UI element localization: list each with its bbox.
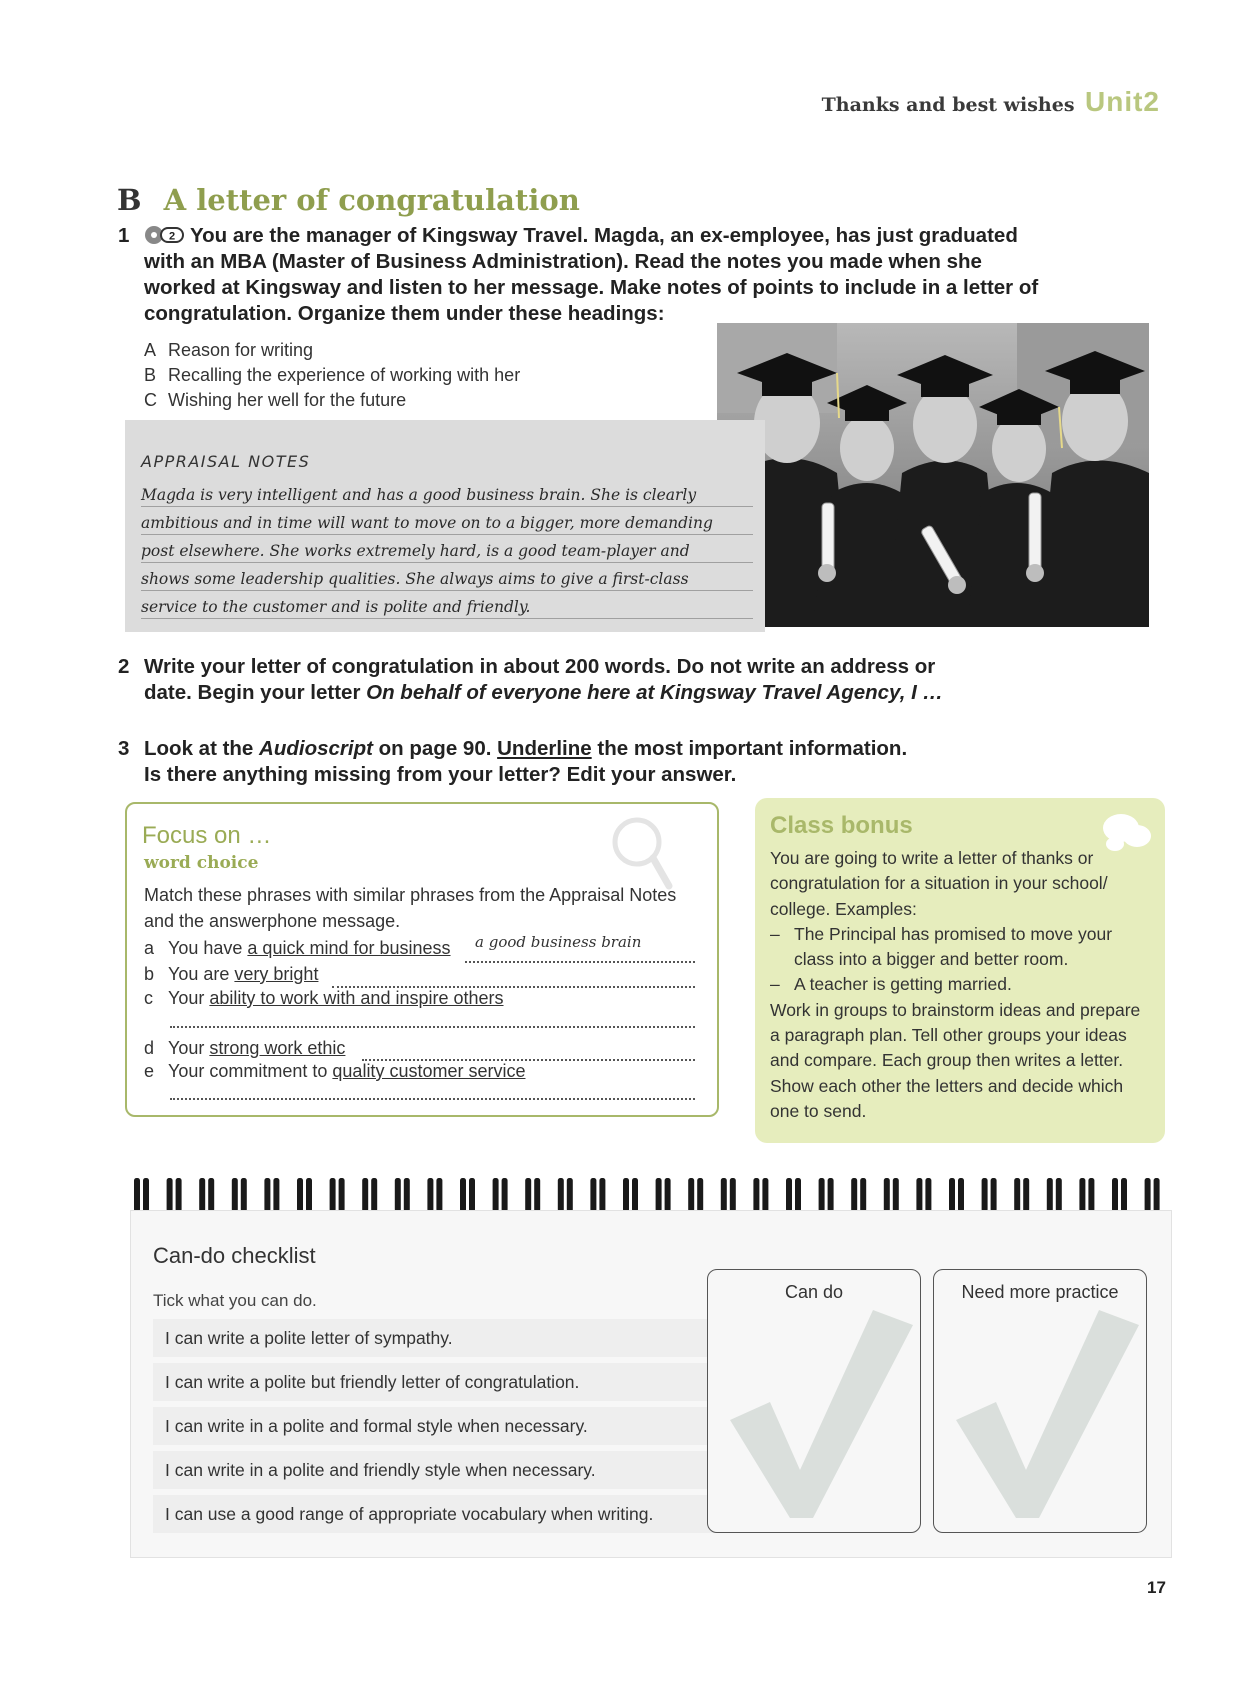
audioscript-ref: Audioscript	[259, 737, 373, 760]
task-1	[118, 223, 1098, 327]
task2-line-1: Write your letter of congratulation in about 200 words. Do not write an address or	[144, 655, 936, 678]
spiral-ring	[1112, 1178, 1127, 1212]
bonus-example-cont: class into a bigger and better room.	[794, 949, 1069, 970]
appraisal-title: APPRAISAL NOTES	[141, 452, 311, 471]
spiral-ring	[819, 1178, 834, 1212]
task1-line-1: You are the manager of Kingsway Travel. Magda, an ex-employee, has just graduated	[190, 224, 1018, 247]
task-3	[118, 736, 1098, 788]
list-item: e Your commitment to quality customer service	[144, 1061, 526, 1081]
spiral-ring	[623, 1178, 638, 1212]
graduation-photo	[717, 323, 1149, 627]
spiral-ring	[1047, 1178, 1062, 1212]
spiral-ring	[884, 1178, 899, 1212]
task-number: 1	[118, 224, 130, 247]
checklist-item: I can use a good range of appropriate vocabulary when writing.	[153, 1495, 833, 1533]
spiral-ring	[753, 1178, 768, 1212]
task2-line-2: date. Begin your letter	[144, 681, 367, 704]
spiral-ring	[786, 1178, 801, 1212]
focus-subtitle: word choice	[144, 853, 259, 873]
spiral-ring	[1079, 1178, 1094, 1212]
answer-line[interactable]	[170, 1026, 695, 1028]
spiral-ring	[851, 1178, 866, 1212]
unit-label: Unit2	[1085, 86, 1160, 117]
spiral-ring	[362, 1178, 377, 1212]
bonus-example: – The Principal has promised to move your	[770, 923, 1113, 944]
bonus-closing: Work in groups to brainstorm ideas and prepare a paragraph plan. Tell other groups your ideas and compare. Each group then writes a letter. Show each other the letters and decide which one to send.	[770, 999, 1141, 1121]
bonus-body	[770, 846, 1150, 1124]
spiral-ring	[721, 1178, 736, 1212]
spiral-ring	[232, 1178, 247, 1212]
list-item: c Your ability to work with and inspire others	[144, 988, 504, 1008]
task1-line-3: worked at Kingsway and listen to her message. Make notes of points to include in a letter of	[144, 276, 1039, 299]
section-title: A letter of congratulation	[163, 183, 580, 217]
spiral-ring	[982, 1178, 997, 1212]
focus-on-box	[125, 802, 719, 1117]
appraisal-notes	[125, 420, 765, 632]
spiral-ring	[427, 1178, 442, 1212]
can-do-label: Can do	[784, 1282, 844, 1302]
spiral-ring	[395, 1178, 410, 1212]
answer-line[interactable]	[465, 961, 695, 963]
magnifier-icon	[607, 812, 677, 892]
task1-line-2: with an MBA (Master of Business Administration). Read the notes you made when she	[144, 250, 982, 273]
appraisal-line: ambitious and in time will want to move on to a bigger, more demanding	[141, 514, 753, 535]
spiral-ring	[330, 1178, 345, 1212]
task1-line-4: congratulation. Organize them under these headings:	[144, 302, 665, 325]
list-item: a You have a quick mind for business	[144, 938, 451, 958]
checklist-item: I can write in a polite and formal style when necessary.	[153, 1407, 833, 1445]
list-item: d Your strong work ethic	[144, 1038, 346, 1058]
bonus-intro: You are going to write a letter of thanks or congratulation for a situation in your school/ college. Examples:	[770, 848, 1108, 919]
spiral-ring	[949, 1178, 964, 1212]
page-number: 17	[1147, 1578, 1166, 1597]
checkmark-icon	[934, 1270, 1146, 1532]
checklist-item: I can write a polite letter of sympathy.	[153, 1319, 833, 1357]
spiral-ring	[1014, 1178, 1029, 1212]
task3-line-2: Is there anything missing from your letter? Edit your answer.	[144, 763, 737, 786]
audio-cd-icon[interactable]	[144, 225, 184, 245]
checklist-instruction: Tick what you can do.	[153, 1291, 317, 1310]
headings-list	[144, 338, 744, 413]
running-header	[700, 86, 1160, 118]
checklist-item: I can write a polite but friendly letter of congratulation.	[153, 1363, 833, 1401]
task3-text: on page 90.	[372, 737, 498, 760]
task3-text: the most important information.	[591, 737, 908, 760]
list-item: B Recalling the experience of working with her	[144, 365, 521, 385]
spiral-ring	[1145, 1178, 1160, 1212]
spiral-ring	[167, 1178, 182, 1212]
appraisal-line: post elsewhere. She works extremely hard, is a good team-player and	[141, 542, 753, 563]
spiral-ring	[264, 1178, 279, 1212]
list-item: b You are very bright	[144, 964, 319, 984]
appraisal-line: service to the customer and is polite and friendly.	[141, 598, 753, 619]
spiral-ring	[916, 1178, 931, 1212]
focus-title: Focus on …	[142, 822, 272, 849]
bonus-example: – A teacher is getting married.	[770, 974, 1012, 995]
checkmark-icon	[708, 1270, 920, 1532]
task-number: 3	[118, 737, 130, 760]
track-number: 2	[168, 230, 176, 243]
spiral-ring	[460, 1178, 475, 1212]
list-item: C Wishing her well for the future	[144, 390, 407, 410]
spiral-ring	[590, 1178, 605, 1212]
answer-line[interactable]	[170, 1098, 695, 1100]
spiral-ring	[558, 1178, 573, 1212]
underline-word: Underline	[497, 737, 592, 760]
spiral-ring	[493, 1178, 508, 1212]
list-item: A Reason for writing	[144, 340, 314, 360]
task2-letter-opening: On behalf of everyone here at Kingsway Travel Agency, I …	[366, 681, 943, 704]
spiral-ring	[297, 1178, 312, 1212]
spiral-binding	[128, 1176, 1168, 1214]
spiral-ring	[656, 1178, 671, 1212]
appraisal-line: Magda is very intelligent and has a good business brain. She is clearly	[141, 486, 753, 507]
sample-answer: a good business brain	[475, 933, 642, 951]
spiral-ring	[688, 1178, 703, 1212]
bonus-title: Class bonus	[770, 812, 913, 839]
running-title: Thanks and best wishes	[821, 94, 1075, 116]
task-number: 2	[118, 655, 130, 678]
need-practice-label: Need more practice	[961, 1282, 1119, 1302]
appraisal-line: shows some leadership qualities. She always aims to give a first-class	[141, 570, 753, 591]
can-do-column[interactable]	[707, 1269, 921, 1533]
task-2	[118, 654, 1098, 706]
need-practice-column[interactable]	[933, 1269, 1147, 1533]
checklist-item: I can write in a polite and friendly style when necessary.	[153, 1451, 833, 1489]
spiral-ring	[134, 1178, 149, 1212]
section-letter: B	[117, 183, 142, 217]
class-bonus-box	[755, 798, 1165, 1143]
section-heading	[117, 183, 580, 217]
checklist-title: Can-do checklist	[153, 1243, 316, 1268]
can-do-checklist	[130, 1210, 1172, 1558]
spiral-ring	[525, 1178, 540, 1212]
spiral-ring	[199, 1178, 214, 1212]
focus-intro: Match these phrases with similar phrases from the Appraisal Notes and the answerphone message.	[144, 885, 677, 931]
task3-text: Look at the	[144, 737, 260, 760]
